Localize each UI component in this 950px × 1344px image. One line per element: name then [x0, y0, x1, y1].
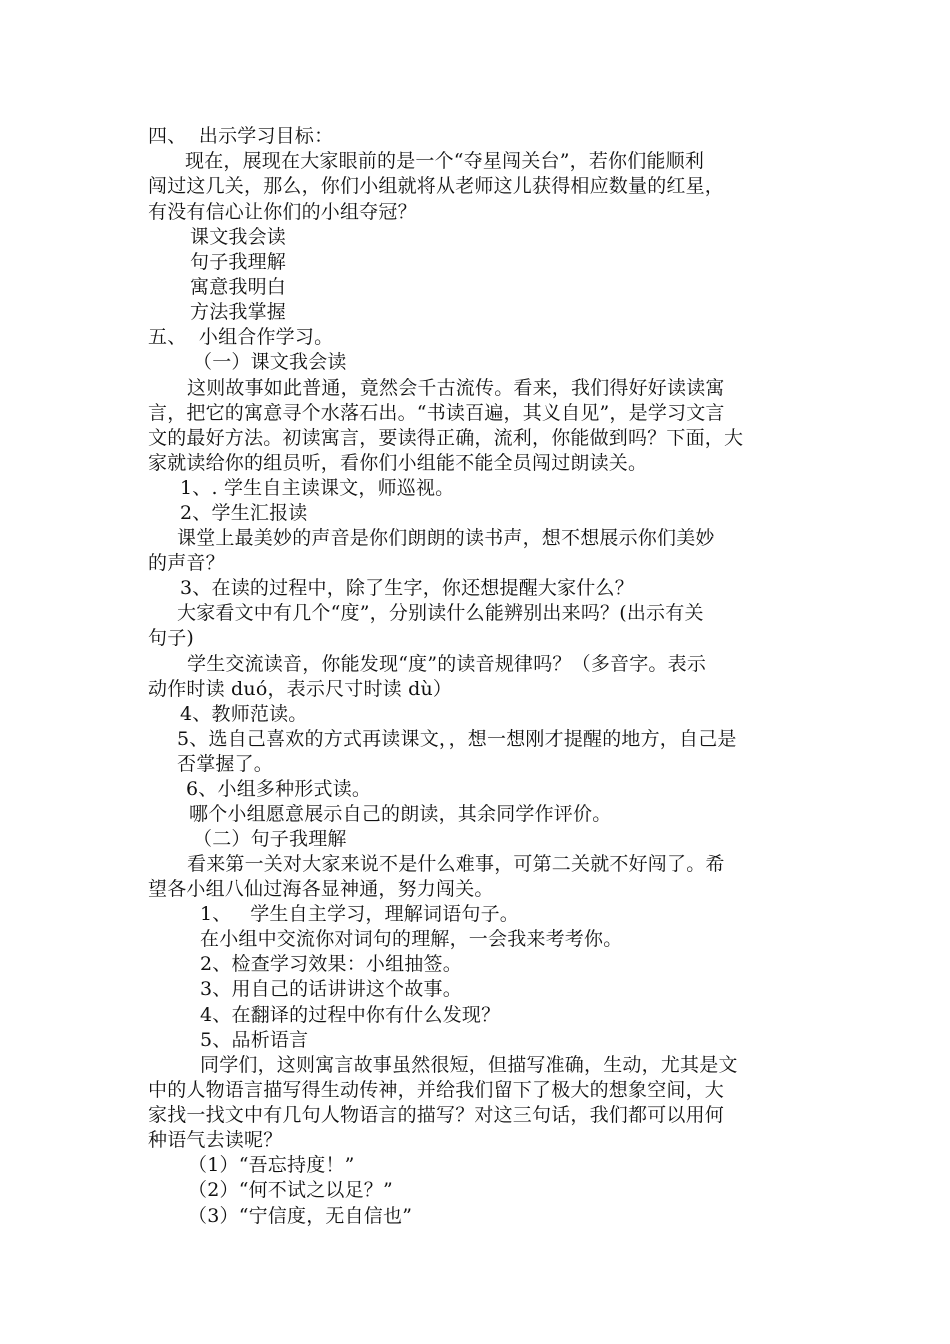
quote-item: （1）“吾忘持度！”	[188, 1154, 355, 1176]
step-item: 5、选自己喜欢的方式再读课文，，想一想刚才提醒的地方，自己是	[177, 728, 737, 750]
goal-item: 方法我掌握	[190, 301, 287, 323]
subsection-title: （二）句子我理解	[193, 828, 347, 850]
goal-item: 课文我会读	[190, 226, 287, 248]
paragraph-line: 望各小组八仙过海各显神通，努力闯关。	[148, 878, 494, 900]
paragraph-line: 课堂上最美妙的声音是你们朗朗的读书声，想不想展示你们美妙	[177, 527, 715, 549]
paragraph-line: 文的最好方法。初读寓言，要读得正确，流利，你能做到吗？下面，大	[148, 427, 744, 449]
goal-item: 句子我理解	[190, 251, 287, 273]
quote-item: （2）“何不试之以足？”	[188, 1179, 393, 1201]
step-item: 否掌握了。	[177, 753, 274, 775]
step-item: 6、小组多种形式读。	[186, 778, 372, 800]
paragraph-line: 在小组中交流你对词句的理解，一会我来考考你。	[200, 928, 623, 950]
step-item: 5、品析语言	[200, 1029, 309, 1051]
paragraph-line: 学生交流读音，你能发现“度”的读音规律吗？（多音字。表示	[187, 653, 707, 675]
paragraph-line: 这则故事如此普通，竟然会千古流传。看来，我们得好好读读寓	[187, 377, 725, 399]
step-item: 4、教师范读。	[180, 703, 308, 725]
step-item: 2、检查学习效果：小组抽签。	[200, 953, 462, 975]
paragraph-line: 言，把它的寓意寻个水落石出。“书读百遍，其义自见”，是学习文言	[148, 402, 725, 424]
paragraph-line: 中的人物语言描写得生动传神，并给我们留下了极大的想象空间，大	[148, 1079, 725, 1101]
paragraph-line: 家就读给你的组员听，看你们小组能不能全员闯过朗读关。	[148, 452, 648, 474]
paragraph-line: 看来第一关对大家来说不是什么难事，可第二关就不好闯了。希	[187, 853, 725, 875]
section-heading-4: 四、 出示学习目标：	[148, 125, 334, 147]
paragraph-line: 的声音？	[148, 552, 225, 574]
paragraph-line: 有没有信心让你们的小组夺冠？	[148, 201, 417, 223]
paragraph-line: 句子)	[148, 627, 195, 649]
step-item: 1、. 学生自主读课文，师巡视。	[180, 477, 455, 499]
step-item: 3、在读的过程中，除了生字，你还想提醒大家什么？	[180, 577, 634, 599]
subsection-title: （一）课文我会读	[193, 351, 347, 373]
paragraph-line: 动作时读 duó，表示尺寸时读 dù）	[148, 678, 453, 700]
step-item: 4、在翻译的过程中你有什么发现？	[200, 1004, 501, 1026]
paragraph-line: 家找一找文中有几句人物语言的描写？对这三句话，我们都可以用何	[148, 1104, 725, 1126]
paragraph-line: 大家看文中有几个“度”，分别读什么能辨别出来吗？(出示有关	[177, 602, 704, 624]
paragraph-line: 同学们，这则寓言故事虽然很短，但描写准确，生动，尤其是文	[200, 1054, 738, 1076]
goal-item: 寓意我明白	[190, 276, 287, 298]
paragraph-line: 种语气去读呢？	[148, 1129, 283, 1151]
step-item: 3、用自己的话讲讲这个故事。	[200, 978, 462, 1000]
paragraph-line: 现在，展现在大家眼前的是一个“夺星闯关台”，若你们能顺利	[185, 150, 705, 172]
quote-item: （3）“宁信度，无自信也”	[188, 1205, 413, 1227]
section-heading-5: 五、 小组合作学习。	[148, 326, 334, 348]
paragraph-line: 闯过这几关，那么，你们小组就将从老师这儿获得相应数量的红星，	[148, 175, 725, 197]
step-item: 2、学生汇报读	[180, 502, 308, 524]
step-item: 1、 学生自主学习，理解词语句子。	[200, 903, 520, 925]
paragraph-line: 哪个小组愿意展示自己的朗读，其余同学作评价。	[189, 803, 612, 825]
